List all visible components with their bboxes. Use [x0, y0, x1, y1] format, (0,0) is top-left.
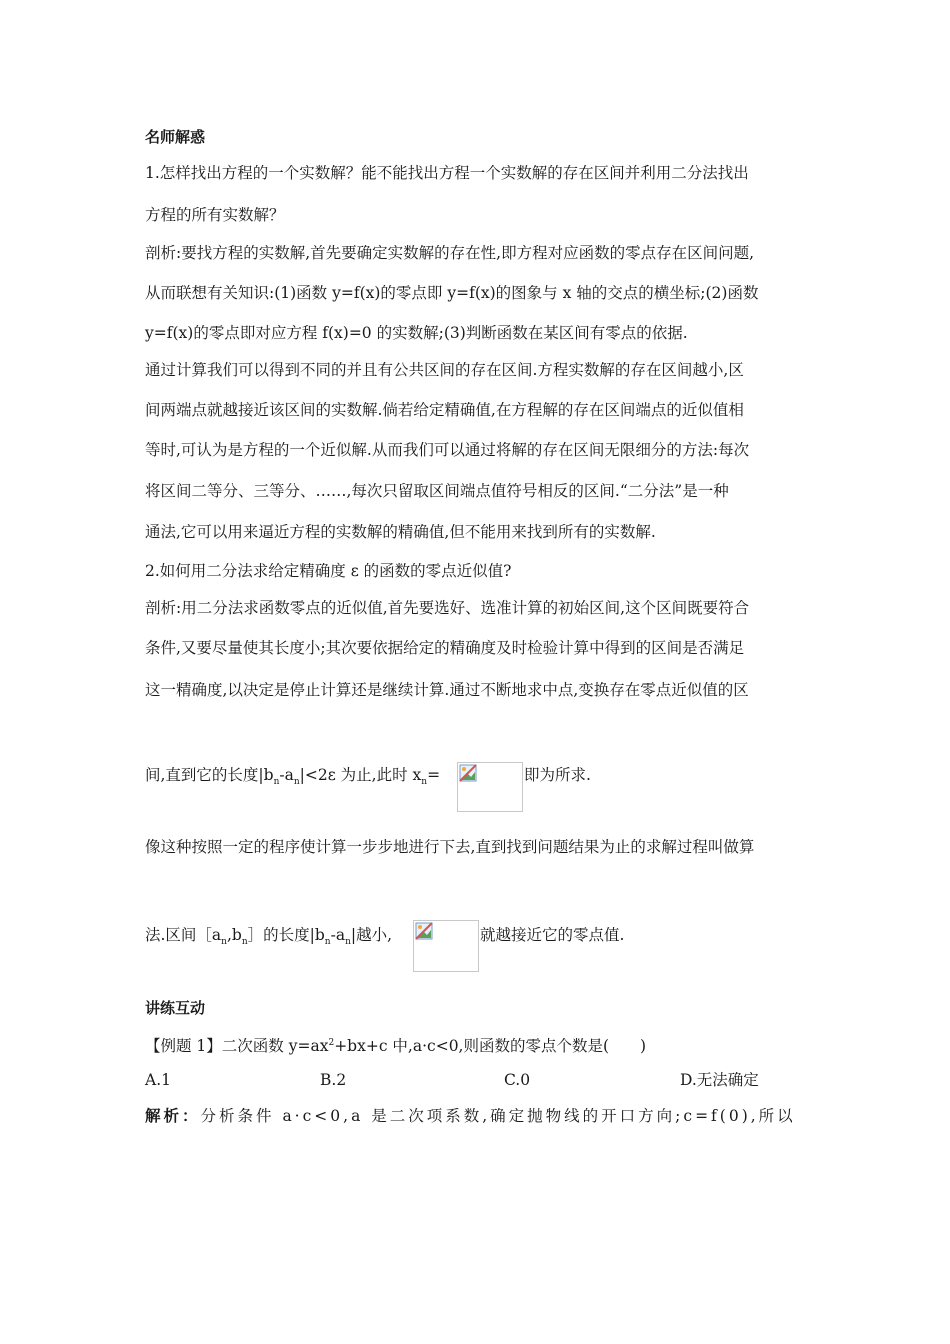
paragraph-2-line-4: 将区间二等分、三等分、……,每次只留取区间端点值符号相反的区间.“二分法”是一种	[145, 482, 729, 500]
question-1-line-1: 1.怎样找出方程的一个实数解？能不能找出方程一个实数解的存在区间并利用二分法找出	[145, 164, 749, 182]
text-segment: +bx+c 中,a·c<0,则函数的零点个数是( )	[334, 1037, 647, 1056]
option-b: B.2	[320, 1071, 347, 1089]
answer-2-line-4	[145, 765, 440, 792]
broken-image-icon	[415, 922, 433, 940]
superscript: 2	[328, 1038, 335, 1048]
option-d: D.无法确定	[680, 1071, 759, 1089]
question-2: 2.如何用二分法求给定精确度 ε 的函数的零点近似值?	[145, 562, 512, 580]
paragraph-2-line-3: 等时,可认为是方程的一个近似解.从而我们可以通过将解的存在区间无限细分的方法:每次	[145, 441, 750, 459]
answer-1-line-1: 剖析:要找方程的实数解,首先要确定实数解的存在性,即方程对应函数的零点存在区间问题,	[145, 244, 755, 262]
text-segment: |<2ε 为止,此时 x	[299, 766, 422, 784]
text-segment: -a	[330, 926, 346, 944]
answer-2-line-4-tail: 即为所求.	[524, 766, 591, 784]
answer-2-line-2: 条件,又要尽量使其长度小;其次要依据给定的精确度及时检验计算中得到的区间是否满足	[145, 639, 745, 657]
subscript: n	[345, 937, 351, 948]
subscript: n	[273, 777, 280, 788]
subscript: n	[324, 937, 331, 948]
answer-2-line-5: 像这种按照一定的程序使计算一步步地进行下去,直到找到问题结果为止的求解过程叫做算	[145, 838, 755, 856]
text-segment: ,b	[226, 926, 242, 944]
analysis-label: 解析：	[145, 1107, 201, 1125]
broken-image-icon	[459, 764, 477, 782]
option-a: A.1	[145, 1071, 171, 1089]
subscript: n	[221, 937, 227, 948]
analysis-line	[145, 1106, 796, 1126]
subscript: n	[293, 777, 300, 788]
paragraph-2-line-1: 通过计算我们可以得到不同的并且有公共区间的存在区间.方程实数解的存在区间越小,区	[145, 361, 744, 379]
answer-2-line-3: 这一精确度,以决定是停止计算还是继续计算.通过不断地求中点,变换存在零点近似值的区	[145, 681, 749, 699]
answer-2-line-6-tail: 就越接近它的零点值.	[480, 926, 625, 944]
question-1-line-2: 方程的所有实数解？	[145, 206, 285, 224]
text-segment: 法.区间［a	[145, 926, 222, 944]
paragraph-2-line-5: 通法,它可以用来逼近方程的实数解的精确值,但不能用来找到所有的实数解.	[145, 523, 656, 541]
paragraph-2-line-2: 间两端点就越接近该区间的实数解.倘若给定精确值,在方程解的存在区间端点的近似值相	[145, 401, 744, 419]
text-segment: ］的长度|b	[247, 926, 325, 944]
answer-2-line-1: 剖析:用二分法求函数零点的近似值,首先要选好、选准计算的初始区间,这个区间既要符合	[145, 599, 750, 617]
subscript: n	[421, 777, 428, 788]
text-segment: 【例题 1】二次函数 y=ax	[145, 1037, 329, 1056]
text-segment: =	[427, 766, 441, 784]
example-1-question	[145, 1033, 646, 1056]
text-segment: |越小,	[350, 926, 393, 944]
text-segment: -a	[279, 766, 294, 784]
answer-2-line-6	[145, 925, 392, 952]
section-heading-mingshi: 名师解惑	[145, 128, 206, 146]
section-heading-jianglian: 讲练互动	[145, 999, 206, 1017]
answer-1-line-3: y=f(x)的零点即对应方程 f(x)=0 的实数解;(3)判断函数在某区间有零点的依据.	[145, 324, 688, 342]
broken-image-formula-2	[413, 920, 479, 972]
answer-1-line-2: 从而联想有关知识:(1)函数 y=f(x)的零点即 y=f(x)的图象与 x 轴的交点的横坐标;(2)函数	[145, 284, 759, 302]
analysis-text: 分析条件 a·c<0,a 是二次项系数,确定抛物线的开口方向;c=f(0),所以	[200, 1107, 796, 1125]
broken-image-formula-1	[457, 762, 523, 812]
subscript: n	[241, 937, 248, 948]
option-c: C.0	[504, 1071, 531, 1089]
text-segment: 间,直到它的长度|b	[145, 766, 274, 784]
